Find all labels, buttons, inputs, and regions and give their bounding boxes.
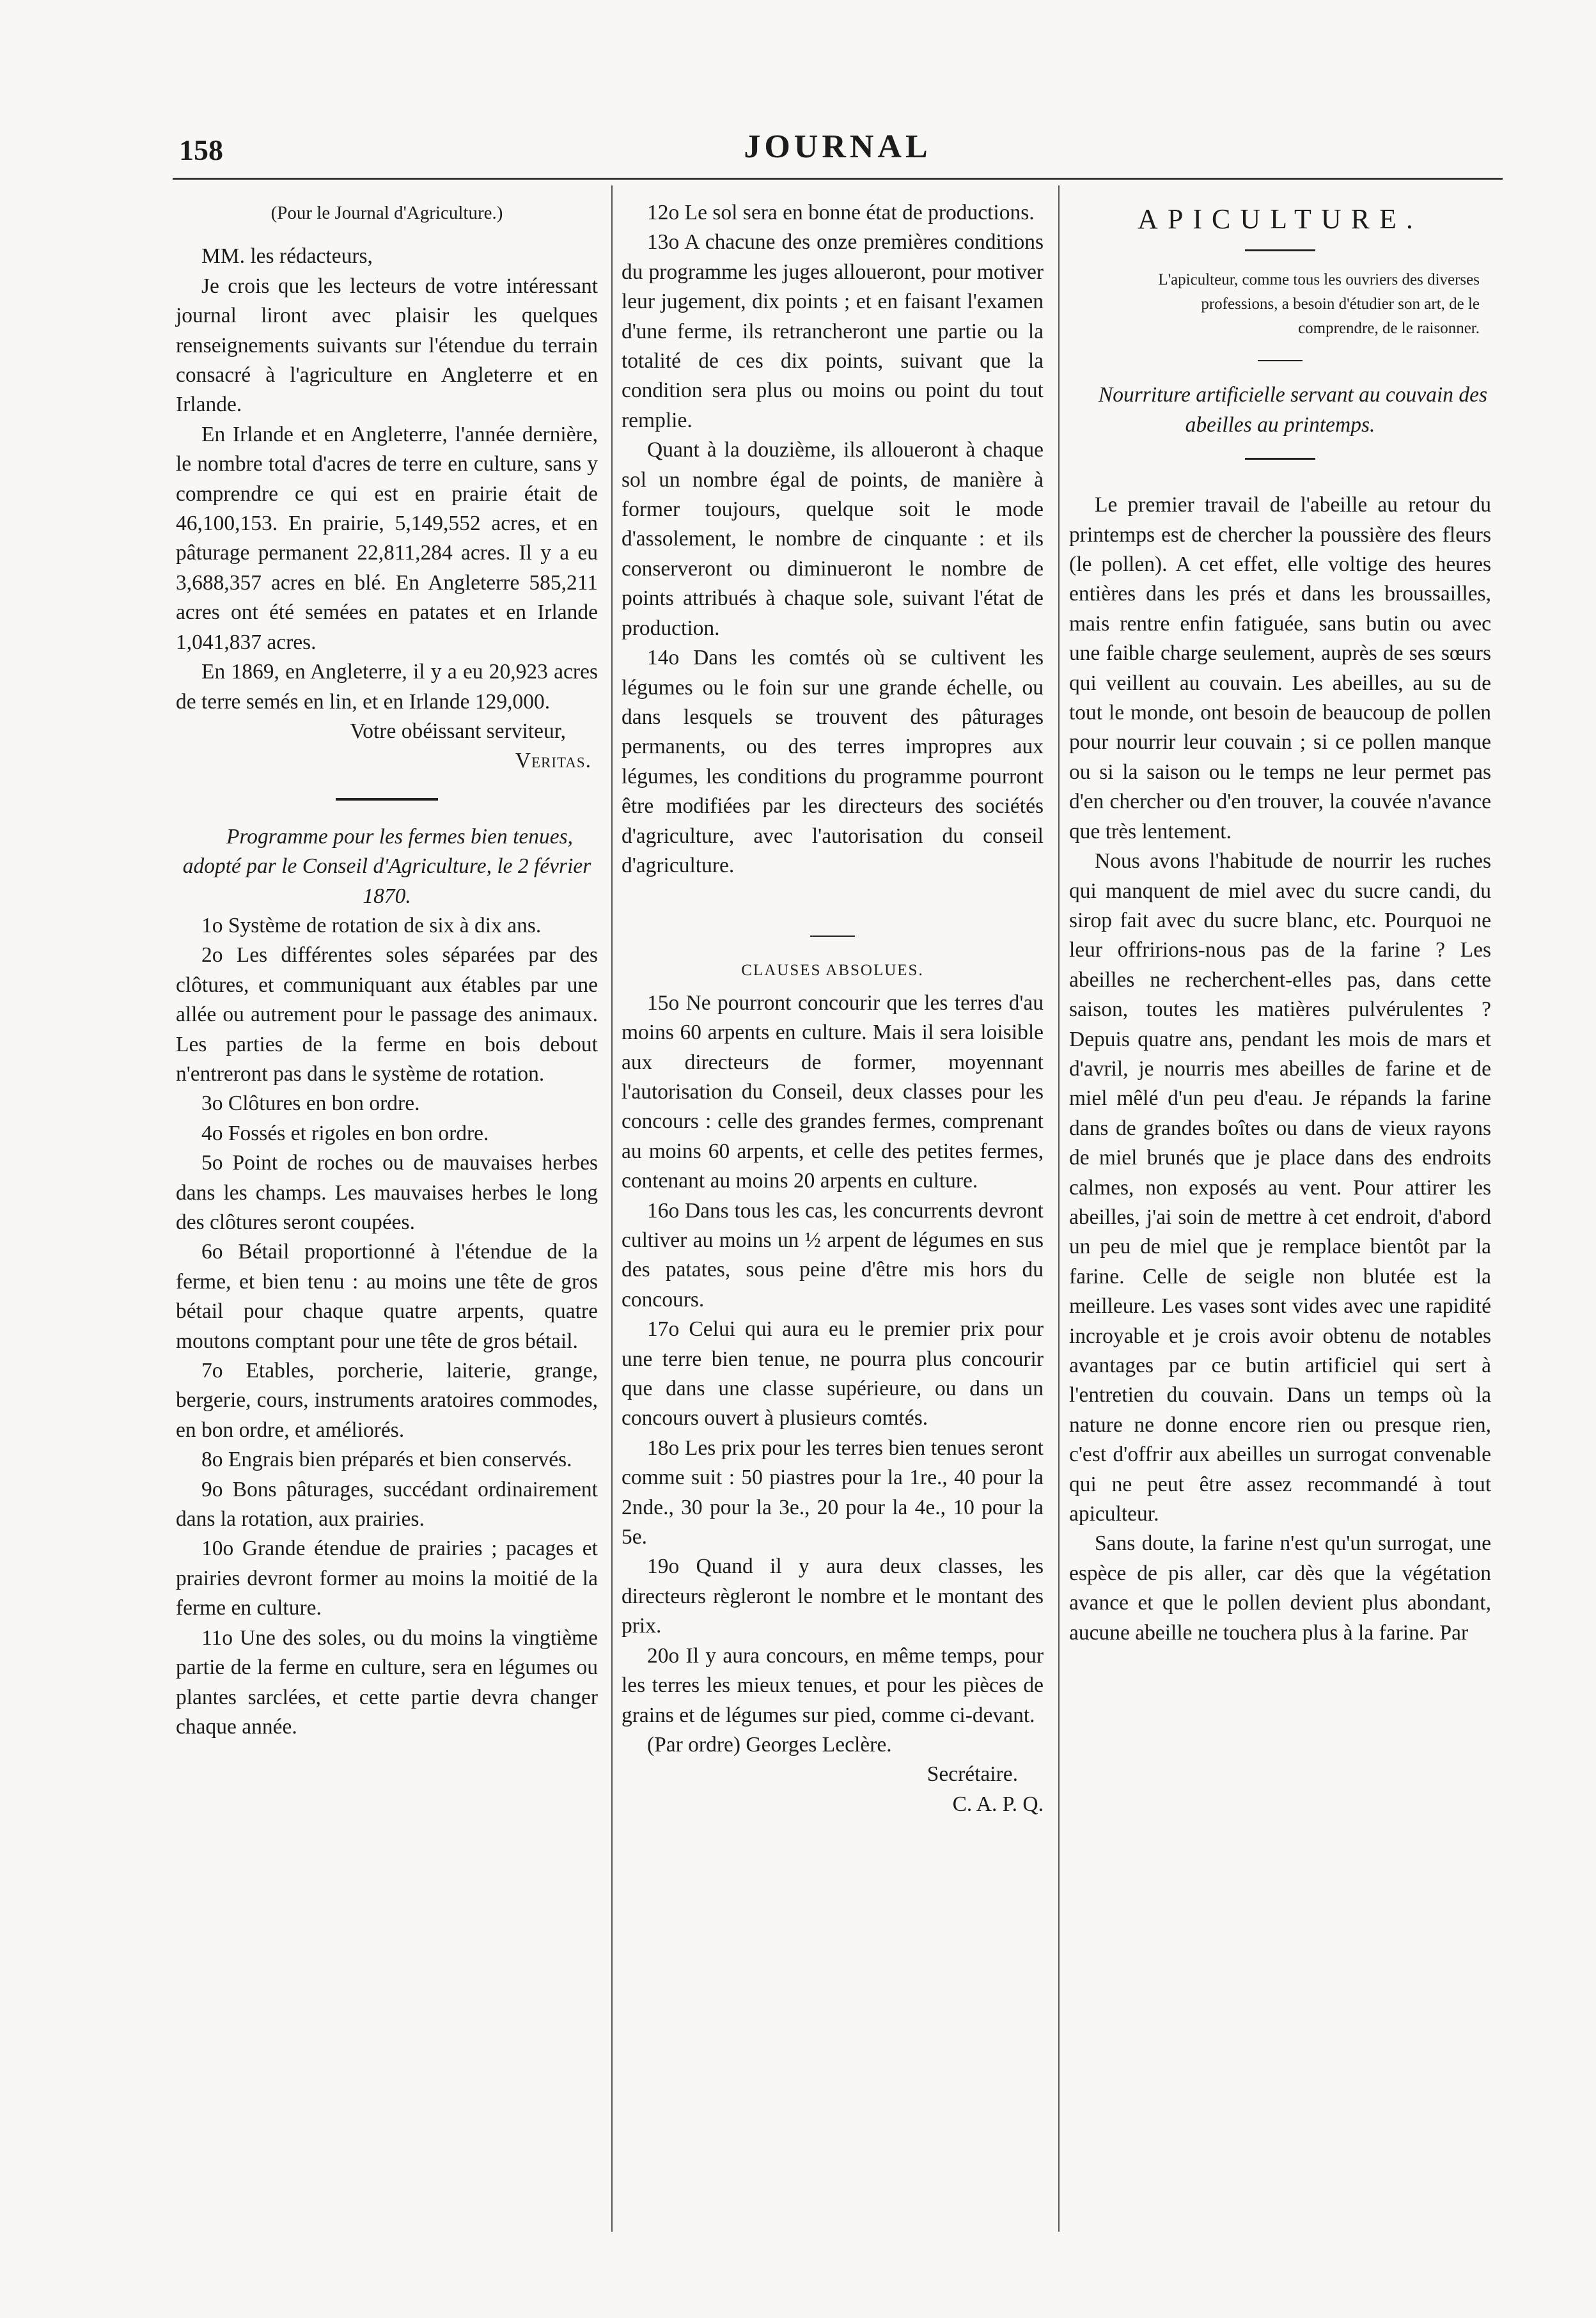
epigraph: L'apiculteur, comme tous les ouvriers des diverses professions, a besoin d'étudier son art, de le comprendre, de le raisonner. — [1158, 271, 1480, 338]
article-heading: Nourriture artificielle servant au couvain des abeilles au printemps. — [1098, 383, 1488, 437]
signature-initials: C. A. P. Q. — [952, 1792, 1044, 1816]
programme-item: 10o Grande étendue de prairies ; pacages et prairies devront former au moins la moitié de la ferme en culture. — [176, 1537, 598, 1620]
programme-heading: Programme pour les fermes bien tenues, adopté par le Conseil d'Agriculture, le 2 février 1870. — [182, 824, 591, 908]
article-paragraph: Nous avons l'habitude de nourrir les ruches qui manquent de miel avec du sucre candi, du sirop fait avec du sucre blanc, etc. Pourquoi ne leur offririons-nous pas de la farine ? Les abeilles ne recherchent-elles pas, dans cette saison, toutes les matières pulvérulentes ? Depuis quatre ans, pendant les mois de mars et d'avril, je nourris mes abeilles de farine et de miel mêlé d'un peu d'eau. Je répands la farine dans de grandes boîtes ou dans de vieux rayons de miel brunés que je place dans des endroits calmes, non exposés au vent. Pour attirer les abeilles, j'ai soin de mettre à cet endroit, d'abord un peu de miel que je remplace bientôt par la farine. Celle de seigle non blutée est la meilleure. Les vases sont vides avec une rapidité incroyable et je crois avoir obtenu de notables avantages par ce butin artificiel qui sert à l'entretien du couvain. Dans un temps où la nature ne donne encore rien ou presque rien, c'est d'offrir aux abeilles un surrogat convenable qui ne peut être assez recommandé à tout apiculteur. — [1069, 849, 1491, 1526]
section-divider — [1258, 360, 1303, 361]
clause-item: 18o Les prix pour les terres bien tenues seront comme suit : 50 piastres pour la 1re., 40 pour la 2nde., 30 pour la 3e., 20 pour la 4e., 10 pour la 5e. — [622, 1436, 1044, 1549]
clause-item: 20o Il y aura concours, en même temps, pour les terres les mieux tenues, et pour les pièces de grains et de légumes sur pied, comme ci-devant. — [622, 1643, 1044, 1727]
programme-item: 7o Etables, porcherie, laiterie, grange, bergerie, cours, instruments aratoires commodes, en bon ordre, et améliorés. — [176, 1359, 598, 1442]
programme-item: 5o Point de roches ou de mauvaises herbes dans les champs. Les mauvaises herbes le long des clôtures seront coupées. — [176, 1151, 598, 1234]
page-header — [179, 128, 1496, 173]
programme-item: 12o Le sol sera en bonne état de productions. — [647, 201, 1035, 224]
article-paragraph: Le premier travail de l'abeille au retour du printemps est de chercher la poussière des fleurs (le pollen). A cet effet, elle voltige des heures entières dans les prés et dans les broussailles, mais rentre enfin fatiguée, sans butin ou avec une faible charge seulement, auprès de ses sœurs qui veillent au couvain. Les abeilles, au su de tout le monde, ont besoin de beaucoup de pollen pour nourrir leur couvain ; si ce pollen manque ou si la saison ou le temps ne leur permet pas d'en chercher ou d'en trouver, la couvée n'avance que très lentement. — [1069, 493, 1491, 843]
column-divider — [1058, 185, 1060, 2232]
secretary-title: Secrétaire. — [927, 1762, 1018, 1787]
programme-item: 8o Engrais bien préparés et bien conservés. — [201, 1448, 572, 1472]
programme-item: 4o Fossés et rigoles en bon ordre. — [201, 1121, 489, 1145]
clause-item: 19o Quand il y aura deux classes, les directeurs règleront le nombre et le montant des prix. — [622, 1554, 1044, 1638]
order-line: (Par ordre) Georges Leclère. — [647, 1732, 892, 1757]
letter-salutation: MM. les rédacteurs, — [201, 244, 373, 269]
page-number: 158 — [179, 134, 223, 166]
section-divider — [1245, 249, 1315, 251]
clauses-heading: CLAUSES ABSOLUES. — [741, 962, 924, 980]
programme-item: 13o A chacune des onze premières conditions du programme les juges alloueront, pour motiver leur jugement, dix points ; et en faisant l'examen d'une ferme, ils retrancheront une partie ou la totalité de ces dix points, suivant que la condition sera plus ou moins ou point du tout remplie. — [622, 230, 1044, 432]
letter-paragraph: En Irlande et en Angleterre, l'année dernière, le nombre total d'acres de terre en culture, sans y comprendre ce qui est en prairie était de 46,100,153. En prairie, 5,149,552 acres, et en pâturage permanent 22,811,284 acres. Il y a eu 3,688,357 acres en blé. En Angleterre 585,211 acres ont été semées en patates et en Irlande 1,041,837 acres. — [176, 422, 598, 654]
programme-item: 9o Bons pâturages, succédant ordinairement dans la rotation, aux prairies. — [176, 1477, 598, 1531]
article-paragraph: Sans doute, la farine n'est qu'un surrogat, une espèce de pis aller, car dès que la végétation avance et que le pollen devient plus abondant, aucune abeille ne touchera plus à la farine. Par — [1069, 1531, 1491, 1645]
column-middle — [622, 198, 1044, 1819]
column-right — [1069, 198, 1491, 1648]
programme-item: 11o Une des soles, ou du moins la vingtième partie de la ferme en culture, sera en légumes ou plantes sarclées, et cette partie devra changer chaque année. — [176, 1625, 598, 1739]
letter-paragraph: Je crois que les lecteurs de votre intéressant journal liront avec plaisir les quelques renseignements suivants sur l'étendue du terrain consacré à l'agriculture en Angleterre et en Irlande. — [176, 274, 598, 417]
section-title: APICULTURE. — [1138, 203, 1423, 235]
header-divider — [173, 178, 1503, 180]
column-divider — [611, 185, 613, 2232]
programme-item: Quant à la douzième, ils alloueront à chaque sol un nombre égal de points, de manière à former toujours, quelque soit le mode d'assolement, le nombre de cinquante : et ils conserveront ou diminueront le nombre de points attribués à chaque sole, suivant l'état de production. — [622, 438, 1044, 640]
clause-item: 16o Dans tous les cas, les concurrents devront cultiver au moins un ½ arpent de légumes en sus des patates, sous peine d'être mis hors du concours. — [622, 1198, 1044, 1312]
programme-item: 14o Dans les comtés où se cultivent les légumes ou le foin sur une grande échelle, ou dans lesquels se trouvent des pâturages permanents, ou des terres impropres aux légumes, les conditions du programme pourront être modifiées par les directeurs des sociétés d'agriculture, avec l'autorisation du conseil d'agriculture. — [622, 646, 1044, 877]
letter-signature: Veritas. — [515, 749, 591, 773]
column-left — [176, 198, 598, 1742]
programme-item: 6o Bétail proportionné à l'étendue de la ferme, et bien tenu : au moins une tête de gros bétail pour chaque quatre arpents, quatre moutons comptant pour une tête de gros bétail. — [176, 1240, 598, 1353]
section-divider — [336, 798, 438, 801]
clause-item: 17o Celui qui aura eu le premier prix pour une terre bien tenue, ne pourra plus concourir que dans une classe supérieure, ou dans un concours ouvert à plusieurs comtés. — [622, 1317, 1044, 1430]
section-divider — [810, 936, 855, 937]
letter-paragraph: En 1869, en Angleterre, il y a eu 20,923 acres de terre semés en lin, et en Irlande 129,000. — [176, 660, 598, 714]
clause-item: 15o Ne pourront concourir que les terres d'au moins 60 arpents en culture. Mais il sera loisible aux directeurs de former, moyennant l'autorisation du Conseil, deux classes pour les concours : celle des grandes fermes, comprenant au moins 60 arpents, et celle des petites fermes, contenant au moins 20 arpents en culture. — [622, 991, 1044, 1193]
programme-item: 2o Les différentes soles séparées par des clôtures, et communiquant aux étables par une allée ou autrement pour le passage des animaux. Les parties de la ferme en bois debout n'entreront pas dans le système de rotation. — [176, 943, 598, 1086]
letter-source-note: (Pour le Journal d'Agriculture.) — [270, 203, 503, 223]
programme-item: 1o Système de rotation de six à dix ans. — [201, 913, 542, 937]
journal-title: JOURNAL — [744, 129, 932, 165]
letter-closing: Votre obéissant serviteur, — [350, 719, 566, 743]
programme-item: 3o Clôtures en bon ordre. — [201, 1092, 420, 1116]
section-divider — [1245, 458, 1315, 460]
